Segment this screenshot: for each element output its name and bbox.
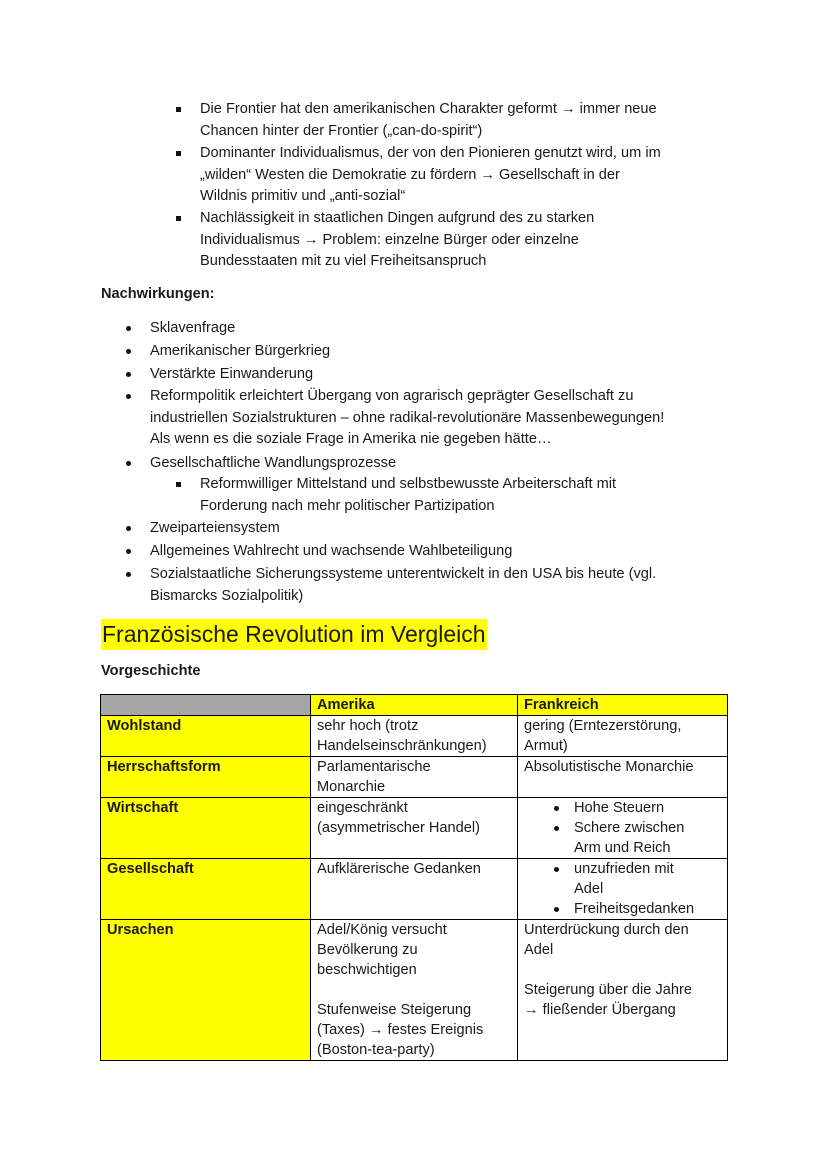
table-row [101,716,728,757]
list-item [150,364,750,386]
cell-amerika [311,920,518,1061]
cell-line: Armut) [524,738,568,754]
list-item [150,564,750,607]
cell-line: unzufrieden mit [574,861,674,877]
comparison-table [100,694,728,1061]
sub-list-item [200,474,740,517]
cell-line: Adel/König versucht [317,922,447,938]
list-item [150,318,750,340]
line: Bismarcks Sozialpolitik) [150,587,304,604]
list-item [150,386,750,451]
cell-line: beschwichtigen [317,962,417,978]
square-bullet-icon [176,482,181,487]
line: Als wenn es die soziale Frage in Amerika nie gegeben hätte… [150,431,552,448]
cell-amerika [311,798,518,859]
round-bullet-icon [126,326,131,331]
list-item [150,541,750,563]
cell-line: Parlamentarische [317,759,431,775]
cell-line: Freiheitsgedanken [574,901,695,917]
round-bullet-icon [126,461,131,466]
line: Allgemeines Wahlrecht und wachsende Wahlbeteiligung [150,543,513,559]
table-row [101,920,728,1061]
line: Reformpolitik erleichtert Übergang von agrarisch geprägter Gesellschaft zu [150,388,634,404]
table-row [101,757,728,798]
section-title: Französische Revolution im Vergleich [101,619,487,650]
cell-line: Steigerung über die Jahre [524,982,692,998]
square-bullet-icon [176,216,181,221]
cell-line: (Taxes) → festes Ereignis [317,1022,484,1038]
cell-line: Monarchie [317,779,386,795]
line: Die Frontier hat den amerikanischen Charakter geformt → immer neue [200,101,657,117]
cell-line: (Boston-tea-party) [317,1042,435,1058]
cell-bullet-list [524,859,721,919]
row-label: Ursachen [101,920,311,1061]
cell-bullet-list [524,798,721,858]
table-row [101,859,728,920]
line: Zweiparteiensystem [150,520,280,536]
cell-line: Handelseinschränkungen) [317,738,487,754]
square-bullet-icon [176,107,181,112]
cell-frankreich [518,920,728,1061]
line: Bundesstaaten mit zu viel Freiheitsanspruch [200,253,487,270]
line: Dominanter Individualismus, der von den Pionieren genutzt wird, um im [200,145,661,161]
table-row [101,798,728,859]
line: Verstärkte Einwanderung [150,366,314,382]
list-item [150,453,750,475]
cell-bullet-item [524,798,721,818]
cell-spacer [317,980,511,1000]
line: Chancen hinter der Frontier („can-do-spirit“) [200,122,483,139]
line: Gesellschaftliche Wandlungsprozesse [150,455,397,471]
cell-line: eingeschränkt [317,800,408,816]
line: Reformwilliger Mittelstand und selbstbewusste Arbeiterschaft mit [200,476,617,492]
cell-line: → fließender Übergang [524,1002,676,1018]
list-item [150,518,750,540]
cell-line: Adel [574,881,604,897]
round-bullet-icon [126,372,131,377]
line: Wildnis primitiv und „anti-sozial“ [200,188,406,205]
cell-line: Bevölkerung zu [317,942,418,958]
line: Sozialstaatliche Sicherungssysteme unterentwickelt in den USA bis heute (vgl. [150,566,657,582]
round-bullet-icon [126,394,131,399]
row-label: Wohlstand [101,716,311,757]
cell-frankreich [518,798,728,859]
cell-frankreich [518,859,728,920]
round-bullet-icon [126,549,131,554]
row-label: Gesellschaft [101,859,311,920]
cell-line: Unterdrückung durch den [524,922,689,938]
section-heading: Nachwirkungen: [101,286,215,302]
list-item [200,99,740,142]
round-bullet-icon [126,349,131,354]
row-label: Herrschaftsform [101,757,311,798]
line: Sklavenfrage [150,320,236,336]
cell-line: Adel [524,942,554,958]
cell-line: gering (Erntezerstörung, [524,718,682,734]
round-bullet-icon [126,526,131,531]
cell-line: Aufklärerische Gedanken [317,861,481,877]
list-item [200,208,740,273]
cell-amerika [311,859,518,920]
line: industriellen Sozialstrukturen – ohne radikal-revolutionäre Massenbewegungen! [150,409,665,426]
cell-frankreich [518,716,728,757]
cell-line: Arm und Reich [574,840,671,856]
round-bullet-icon [126,572,131,577]
square-bullet-icon [176,151,181,156]
list-item [200,143,740,208]
list-item [150,341,750,363]
header-cell-empty [101,695,311,716]
subheading: Vorgeschichte [101,663,201,679]
cell-line: sehr hoch (trotz [317,718,419,734]
line: Forderung nach mehr politischer Partizipation [200,497,495,514]
cell-bullet-item [524,818,721,858]
cell-frankreich [518,757,728,798]
cell-line: Hohe Steuern [574,800,665,816]
cell-amerika [311,716,518,757]
line: Nachlässigkeit in staatlichen Dingen aufgrund des zu starken [200,210,595,226]
cell-line: Stufenweise Steigerung [317,1002,472,1018]
cell-line: Schere zwischen [574,820,685,836]
cell-bullet-item [524,859,721,899]
table-header-row [101,695,728,716]
cell-line: Absolutistische Monarchie [524,759,694,775]
line: Amerikanischer Bürgerkrieg [150,343,331,359]
header-cell-amerika: Amerika [311,695,518,716]
row-label: Wirtschaft [101,798,311,859]
line: „wilden“ Westen die Demokratie zu fördern → Gesellschaft in der [200,166,620,183]
cell-spacer [524,960,721,980]
line: Individualismus → Problem: einzelne Bürger oder einzelne [200,231,579,248]
cell-bullet-item [524,899,721,919]
cell-amerika [311,757,518,798]
cell-line: (asymmetrischer Handel) [317,820,481,836]
header-cell-frankreich: Frankreich [518,695,728,716]
